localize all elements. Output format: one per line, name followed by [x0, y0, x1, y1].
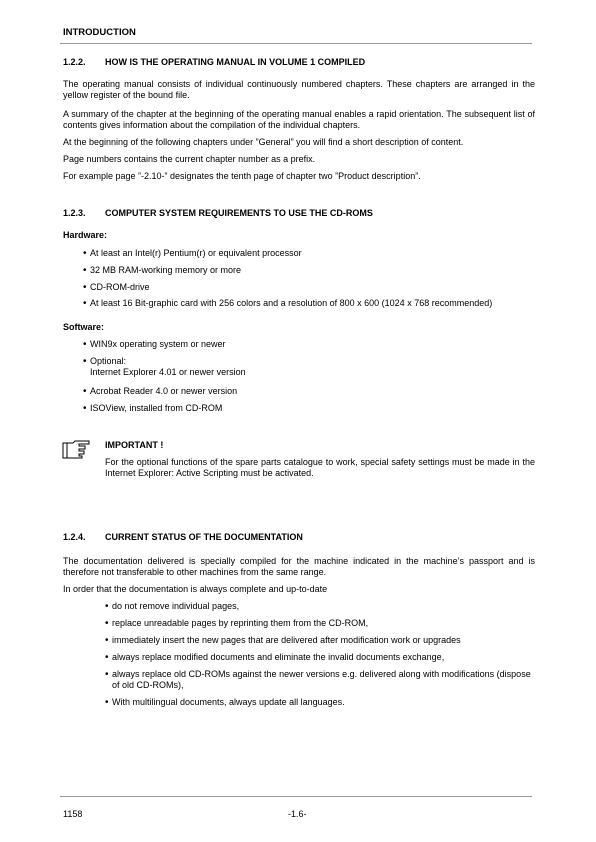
paragraph: Page numbers contains the current chapter number as a prefix.	[63, 154, 316, 164]
list-item: • With multilingual documents, always update all languages.	[112, 697, 534, 708]
list-item: • CD-ROM-drive	[90, 282, 540, 293]
list-item: • 32 MB RAM-working memory or more	[90, 265, 540, 276]
list-item-continuation: Internet Explorer 4.01 or newer version	[90, 367, 246, 377]
paragraph: For example page ”-2.10-” designates the tenth page of chapter two ”Product description”.	[63, 171, 421, 181]
list-item: • WIN9x operating system or newer	[90, 339, 540, 350]
header-divider	[60, 43, 532, 44]
list-item: • Optional:	[90, 356, 540, 367]
list-item: • always replace old CD-ROMs against the newer versions e.g. delivered along with modifications (dispose of old CD-ROMs),	[112, 669, 534, 691]
important-title: IMPORTANT !	[105, 440, 164, 450]
section-heading-1-2-4	[63, 532, 533, 544]
section-heading-1-2-3	[63, 208, 533, 220]
section-number: 1.2.3.	[63, 208, 86, 218]
document-number: 1158	[63, 809, 83, 819]
paragraph: The documentation delivered is specially compiled for the machine indicated in the machine’s passport and is therefore not transferable to other machines from the same range.	[63, 556, 535, 577]
list-item: • replace unreadable pages by reprinting them from the CD-ROM,	[112, 618, 534, 629]
pointing-hand-icon	[62, 440, 92, 460]
software-label: Software:	[63, 322, 105, 332]
paragraph: In order that the documentation is always complete and up-to-date	[63, 584, 328, 594]
list-item: • Acrobat Reader 4.0 or newer version	[90, 386, 540, 397]
important-text: For the optional functions of the spare parts catalogue to work, special safety settings must be made in the Internet Explorer: Active Scripting must be activated.	[105, 457, 535, 478]
section-title: HOW IS THE OPERATING MANUAL IN VOLUME 1 COMPILED	[105, 57, 366, 67]
list-item: • At least 16 Bit-graphic card with 256 colors and a resolution of 800 x 600 (1024 x 768 recommended)	[90, 298, 540, 309]
paragraph: The operating manual consists of individual continuously numbered chapters. These chapters are arranged in the yellow register of the bound file.	[63, 79, 535, 100]
list-item: • always replace modified documents and eliminate the invalid documents exchange,	[112, 652, 534, 663]
section-number: 1.2.2.	[63, 57, 86, 67]
paragraph: A summary of the chapter at the beginning of the operating manual enables a rapid orientation. The subsequent list of contents gives information about the compilation of the individual chapters.	[63, 109, 535, 130]
page-header-title: INTRODUCTION	[63, 27, 136, 38]
section-title: CURRENT STATUS OF THE DOCUMENTATION	[105, 532, 303, 542]
footer-divider	[60, 796, 532, 797]
list-item: • do not remove individual pages,	[112, 601, 534, 612]
section-title: COMPUTER SYSTEM REQUIREMENTS TO USE THE CD-ROMS	[105, 208, 373, 218]
list-item: • immediately insert the new pages that are delivered after modification work or upgrades	[112, 635, 534, 646]
section-heading-1-2-2	[63, 57, 533, 69]
list-item: • ISOView, installed from CD-ROM	[90, 403, 540, 414]
page-number: -1.6-	[288, 809, 307, 819]
hardware-label: Hardware:	[63, 230, 108, 240]
paragraph: At the beginning of the following chapters under ”General” you will find a short description of content.	[63, 137, 464, 147]
section-number: 1.2.4.	[63, 532, 86, 542]
list-item: • At least an Intel(r) Pentium(r) or equivalent processor	[90, 248, 540, 259]
